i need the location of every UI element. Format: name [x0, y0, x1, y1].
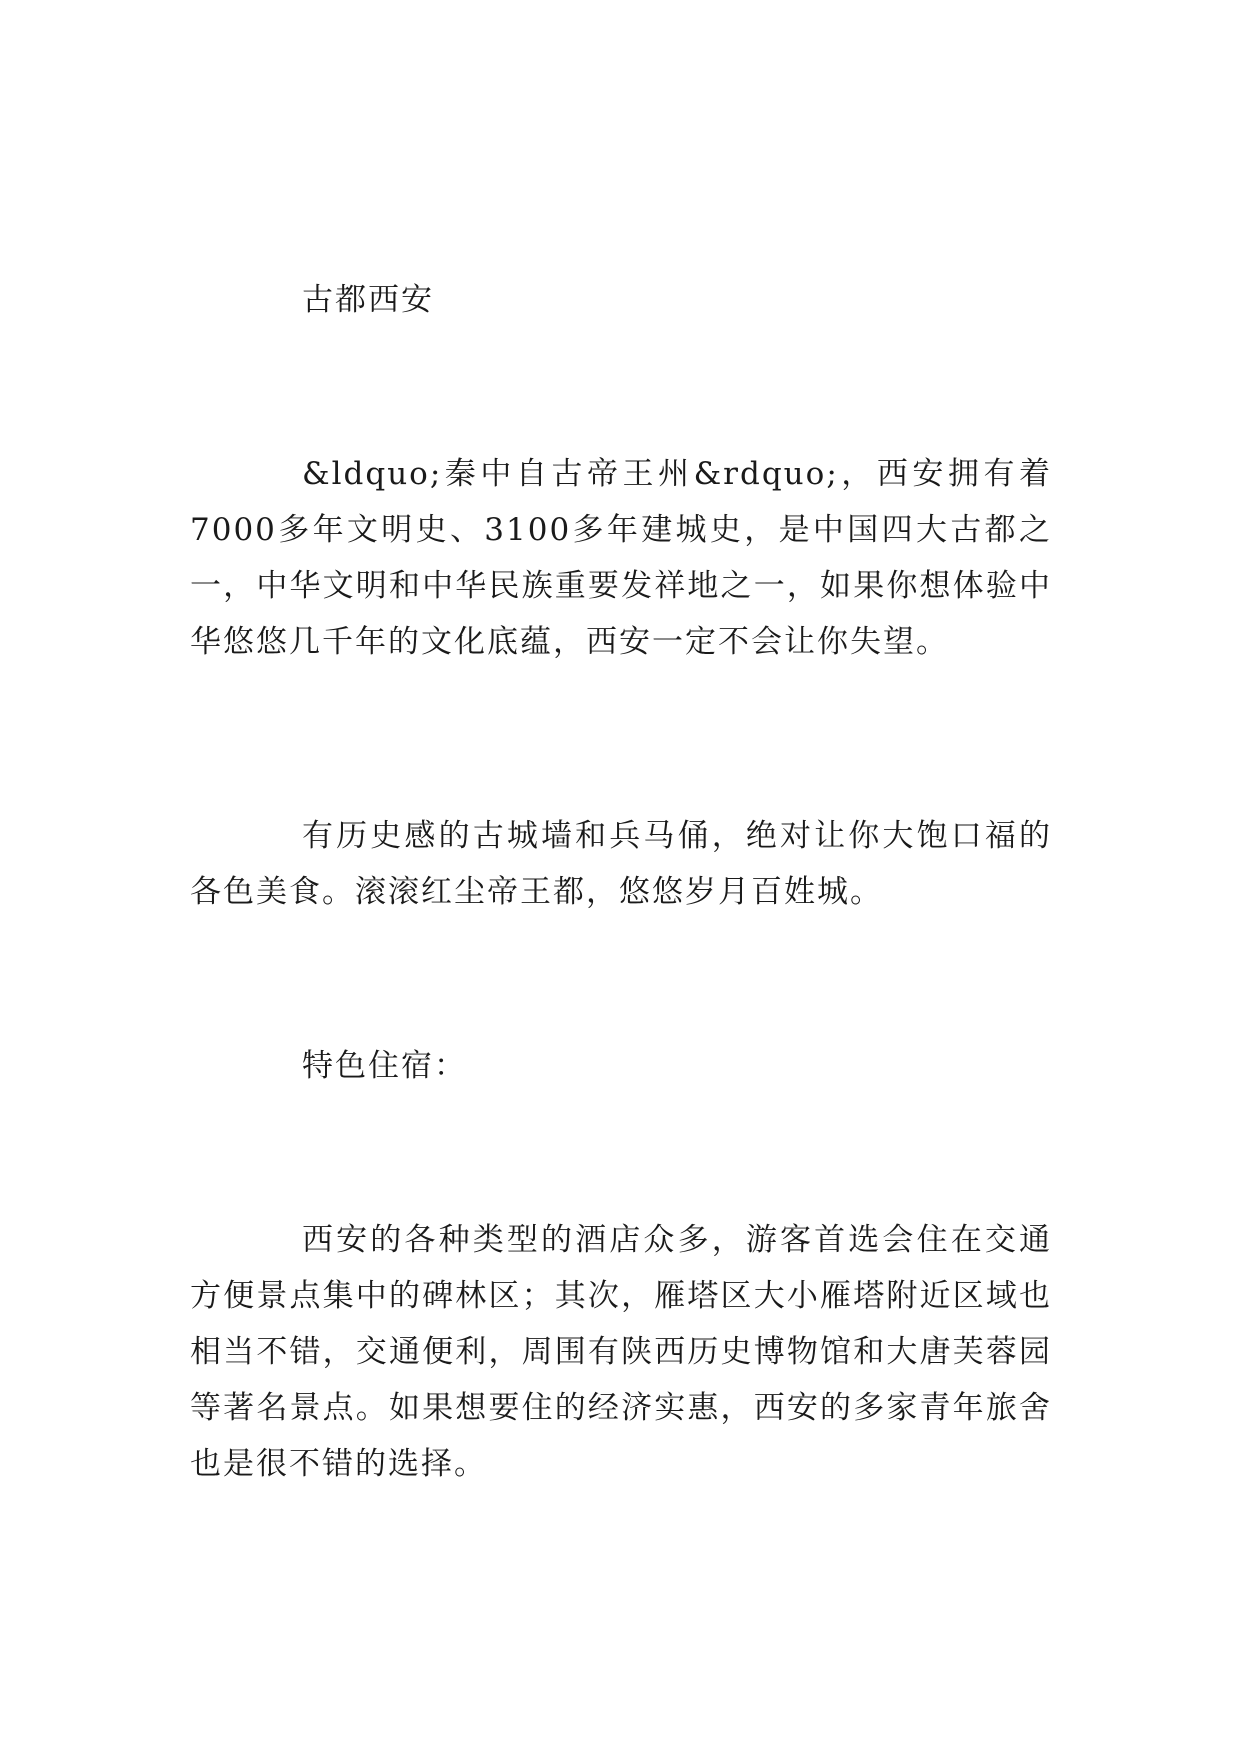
- highlights-paragraph: 有历史感的古城墙和兵马俑，绝对让你大饱口福的各色美食。滚滚红尘帝王都，悠悠岁月百姓城。: [190, 818, 1052, 910]
- lodging-paragraph: 西安的各种类型的酒店众多，游客首选会住在交通方便景点集中的碑林区；其次，雁塔区大小雁塔附近区域也相当不错，交通便利，周围有陕西历史博物馆和大唐芙蓉园等著名景点。如果想要住的经济实惠，西安的多家青年旅舍也是很不错的选择。: [190, 1222, 1052, 1482]
- document-title: 古都西安: [302, 282, 434, 318]
- lodging-heading: 特色住宿：: [302, 1048, 467, 1084]
- intro-paragraph: &ldquo;秦中自古帝王州&rdquo;，西安拥有着7000多年文明史、3100多年建城史，是中国四大古都之一，中华文明和中华民族重要发祥地之一，如果你想体验中华悠悠几千年的文化底蕴，西安一定不会让你失望。: [190, 456, 1052, 660]
